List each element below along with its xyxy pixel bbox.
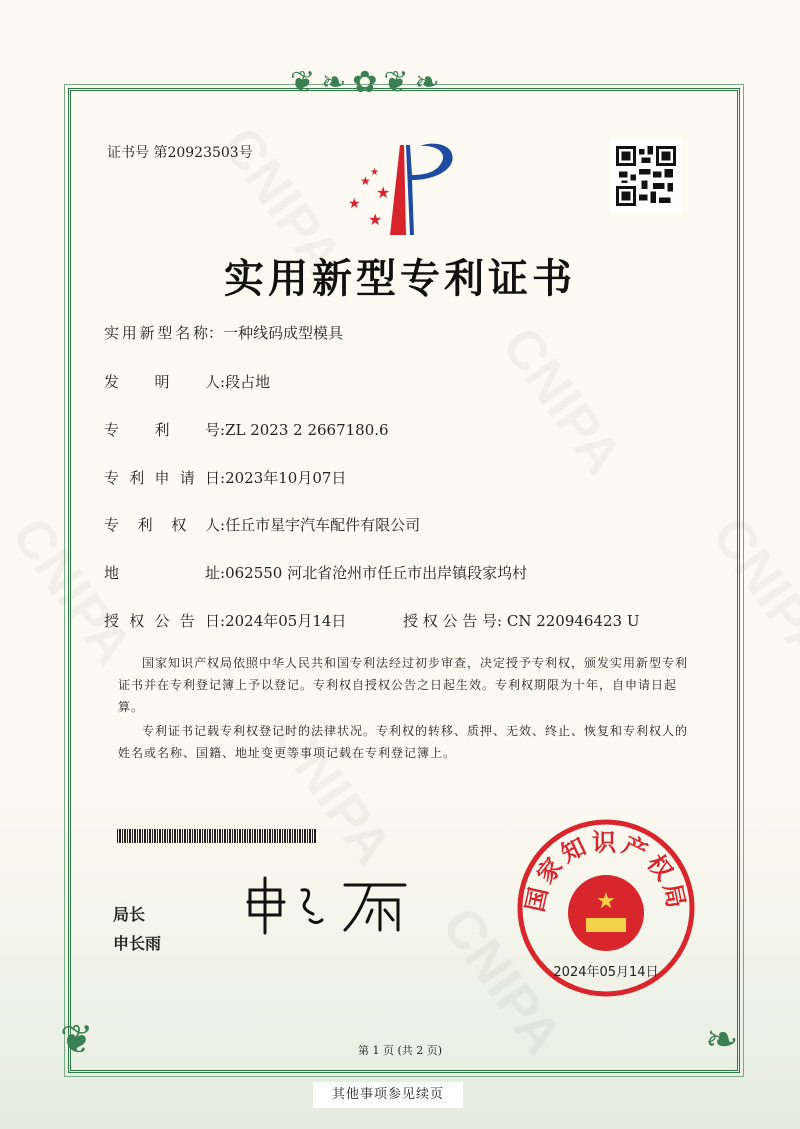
director-signature — [240, 870, 420, 940]
field-value: 一种线码成型模具 — [223, 324, 344, 342]
field-value: 062550 河北省沧州市任丘市出岸镇段家坞村 — [225, 564, 528, 582]
barcode — [117, 829, 317, 843]
field-label: 授权公告号 — [403, 612, 497, 630]
field-address: 地址:062550 河北省沧州市任丘市出岸镇段家坞村 — [104, 564, 528, 582]
svg-text:★: ★ — [596, 889, 616, 914]
field-label: 授权公告日 — [104, 612, 220, 630]
continued-note: 其他事项参见续页 — [313, 1082, 463, 1108]
corner-ornament-icon: ❧ — [705, 1017, 739, 1063]
top-ornament-icon: ❦❧✿❦❧ — [290, 65, 446, 100]
field-inventor: 发明人:段占地 — [104, 373, 271, 391]
field-value: 2024年05月14日 — [225, 612, 347, 630]
field-value: 段占地 — [225, 373, 271, 391]
svg-text:★: ★ — [348, 196, 361, 212]
field-label: 地址 — [104, 564, 220, 582]
field-label: 发明人 — [104, 373, 220, 391]
official-seal — [516, 818, 696, 998]
corner-ornament-icon: ❦ — [60, 1017, 94, 1063]
field-grant-date: 授权公告日:2024年05月14日 — [104, 612, 347, 630]
field-value: ZL 2023 2 2667180.6 — [225, 421, 389, 439]
svg-text:国家知识产权局: 国家知识产权局 — [520, 828, 692, 915]
director-name: 申长雨 — [113, 934, 162, 953]
svg-text:★: ★ — [368, 210, 383, 229]
statement-paragraph: 专利证书记载专利权登记时的法律状况。专利权的转移、质押、无效、终止、恢复和专利权人的姓名或名称、国籍、地址变更等事项记载在专利登记簿上。 — [118, 724, 689, 760]
page-number: 第 1 页 (共 2 页) — [357, 1044, 443, 1057]
field-label: 专利申请日 — [104, 469, 220, 487]
field-label: 专利号 — [104, 421, 220, 439]
field-value: CN 220946423 U — [506, 612, 640, 630]
svg-text:★: ★ — [370, 167, 379, 178]
qr-code — [610, 140, 682, 212]
svg-text:★: ★ — [376, 183, 391, 202]
field-value: 任丘市星宇汽车配件有限公司 — [225, 516, 421, 534]
document-title: 实用新型专利证书 — [224, 255, 576, 302]
field-label: 实用新型名称 — [104, 324, 208, 342]
field-value: 2023年10月07日 — [225, 469, 347, 487]
field-utility-model-name: 实用新型名称：一种线码成型模具 — [104, 324, 344, 342]
cnipa-logo — [340, 140, 470, 240]
field-patentee: 专利权人:任丘市星宇汽车配件有限公司 — [104, 516, 421, 534]
director-title: 局长 — [113, 905, 146, 924]
field-patent-number: 专利号:ZL 2023 2 2667180.6 — [104, 421, 389, 439]
certificate-number: 证书号 第20923503号 — [107, 145, 253, 161]
svg-text:★: ★ — [360, 174, 371, 188]
field-grant-number: 授权公告号: CN 220946423 U — [403, 612, 640, 630]
seal-date: 2024年05月14日 — [553, 965, 659, 980]
statement-paragraph: 国家知识产权局依照中华人民共和国专利法经过初步审查，决定授予专利权，颁发实用新型专利证书并在专利登记簿上予以登记。专利权自授权公告之日起生效。专利权期限为十年，自申请日起算。 — [118, 656, 689, 714]
field-label: 专利权人 — [104, 516, 220, 534]
field-application-date: 专利申请日:2023年10月07日 — [104, 469, 347, 487]
